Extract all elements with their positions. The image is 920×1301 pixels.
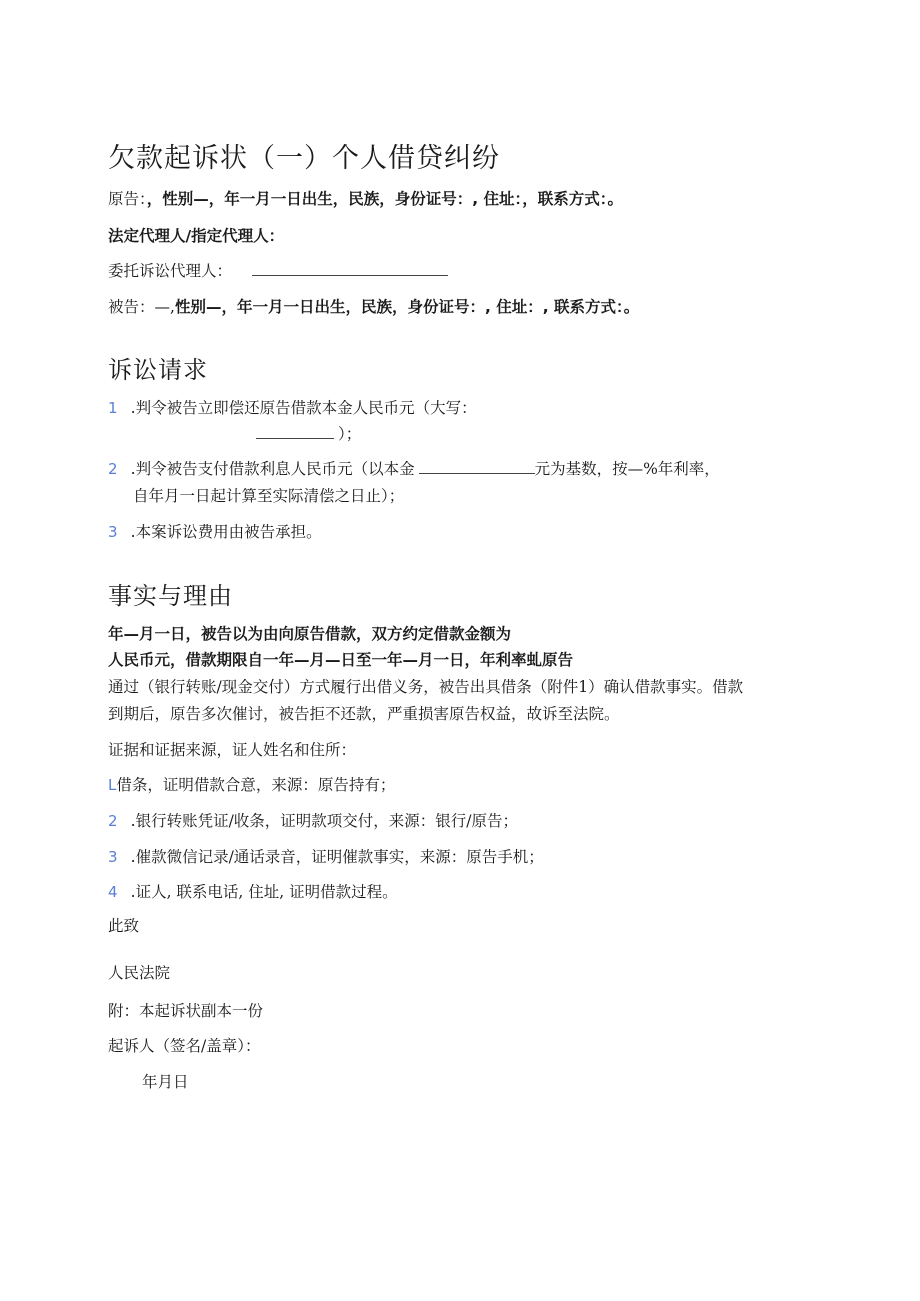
claim-number: 1 — [108, 399, 118, 417]
date-line: 年月日 — [142, 1073, 189, 1091]
evidence-text: 借条，证明借款合意，来源：原告持有； — [116, 776, 396, 794]
facts-heading: 事实与理由 — [108, 582, 233, 610]
evidence-item-1 — [108, 773, 395, 795]
defendant-details: 性别—，年一月一日出生，民族，身份证号：, 住址：, 联系方式：。 — [174, 298, 640, 316]
claims-heading: 诉讼请求 — [108, 356, 208, 384]
defendant-label: 被告：—, — [108, 298, 175, 316]
evidence-text: .催款微信记录/通话录音，证明催款事实，来源：原告手机； — [130, 848, 544, 866]
claim-item-2 — [108, 457, 720, 479]
closing-salutation: 此致 — [108, 917, 140, 935]
court-name: 人民法院 — [108, 964, 171, 982]
claim-text: .本案诉讼费用由被告承担。 — [130, 523, 322, 541]
claim-text-a: .判令被告支付借款利息人民币元（以本金 — [130, 460, 415, 478]
evidence-text: .证人, 联系电话, 住址, 证明借款过程。 — [130, 883, 398, 901]
agent-label: 委托诉讼代理人： — [108, 262, 233, 280]
document-title: 欠款起诉状（一）个人借贷纠纷 — [108, 143, 500, 174]
defendant-line — [108, 295, 639, 317]
facts-line-2: 人民币元，借款期限自一年—月—日至一年—月一日，年利率虬原告 — [108, 651, 574, 669]
plaintiff-line — [108, 187, 623, 209]
signer-line: 起诉人（签名/盖章）： — [108, 1037, 261, 1055]
evidence-text: .银行转账凭证/收条，证明款项交付，来源：银行/原告； — [130, 812, 519, 830]
attachment-note: 附：本起诉状副本一份 — [108, 1002, 264, 1020]
claim-2-continuation: 自年月一日起计算至实际清偿之日止）； — [133, 487, 405, 505]
facts-line-3: 通过（银行转账/现金交付）方式履行出借义务，被告出具借条（附件1）确认借款事实。借款 — [108, 678, 744, 696]
evidence-item-3 — [108, 845, 544, 867]
claim-text: .判令被告立即偿还原告借款本金人民币元（大写： — [130, 399, 477, 417]
legal-representative-line: 法定代理人/指定代理人： — [108, 227, 285, 245]
claim-1-cont: ）； — [338, 425, 362, 443]
evidence-number: 2 — [108, 812, 118, 830]
claim-item-1 — [108, 396, 477, 418]
facts-line-4: 到期后，原告多次催讨，被告拒不还款，严重损害原告权益，故诉至法院。 — [108, 705, 620, 723]
evidence-item-2 — [108, 809, 518, 831]
plaintiff-label: 原告： — [108, 190, 147, 208]
claim-1-blank — [256, 438, 334, 439]
evidence-number: 4 — [108, 883, 118, 901]
agent-line — [108, 259, 448, 281]
claim-number: 2 — [108, 460, 118, 478]
claim-number: 3 — [108, 523, 118, 541]
claim-text-b: 元为基数，按—%年利率， — [534, 460, 720, 478]
agent-blank — [252, 275, 448, 276]
claim-1-continuation — [256, 422, 361, 444]
evidence-item-4 — [108, 880, 398, 902]
claim-item-3 — [108, 520, 322, 542]
claim-2-blank — [419, 473, 535, 474]
plaintiff-details: ，性别—，年一月一日出生，民族，身份证号：, 住址：，联系方式：。 — [146, 190, 624, 208]
evidence-number: L — [108, 776, 117, 794]
facts-line-1: 年—月一日，被告以为由向原告借款，双方约定借款金额为 — [108, 625, 512, 643]
evidence-title: 证据和证据来源，证人姓名和住所： — [108, 741, 357, 759]
evidence-number: 3 — [108, 848, 118, 866]
